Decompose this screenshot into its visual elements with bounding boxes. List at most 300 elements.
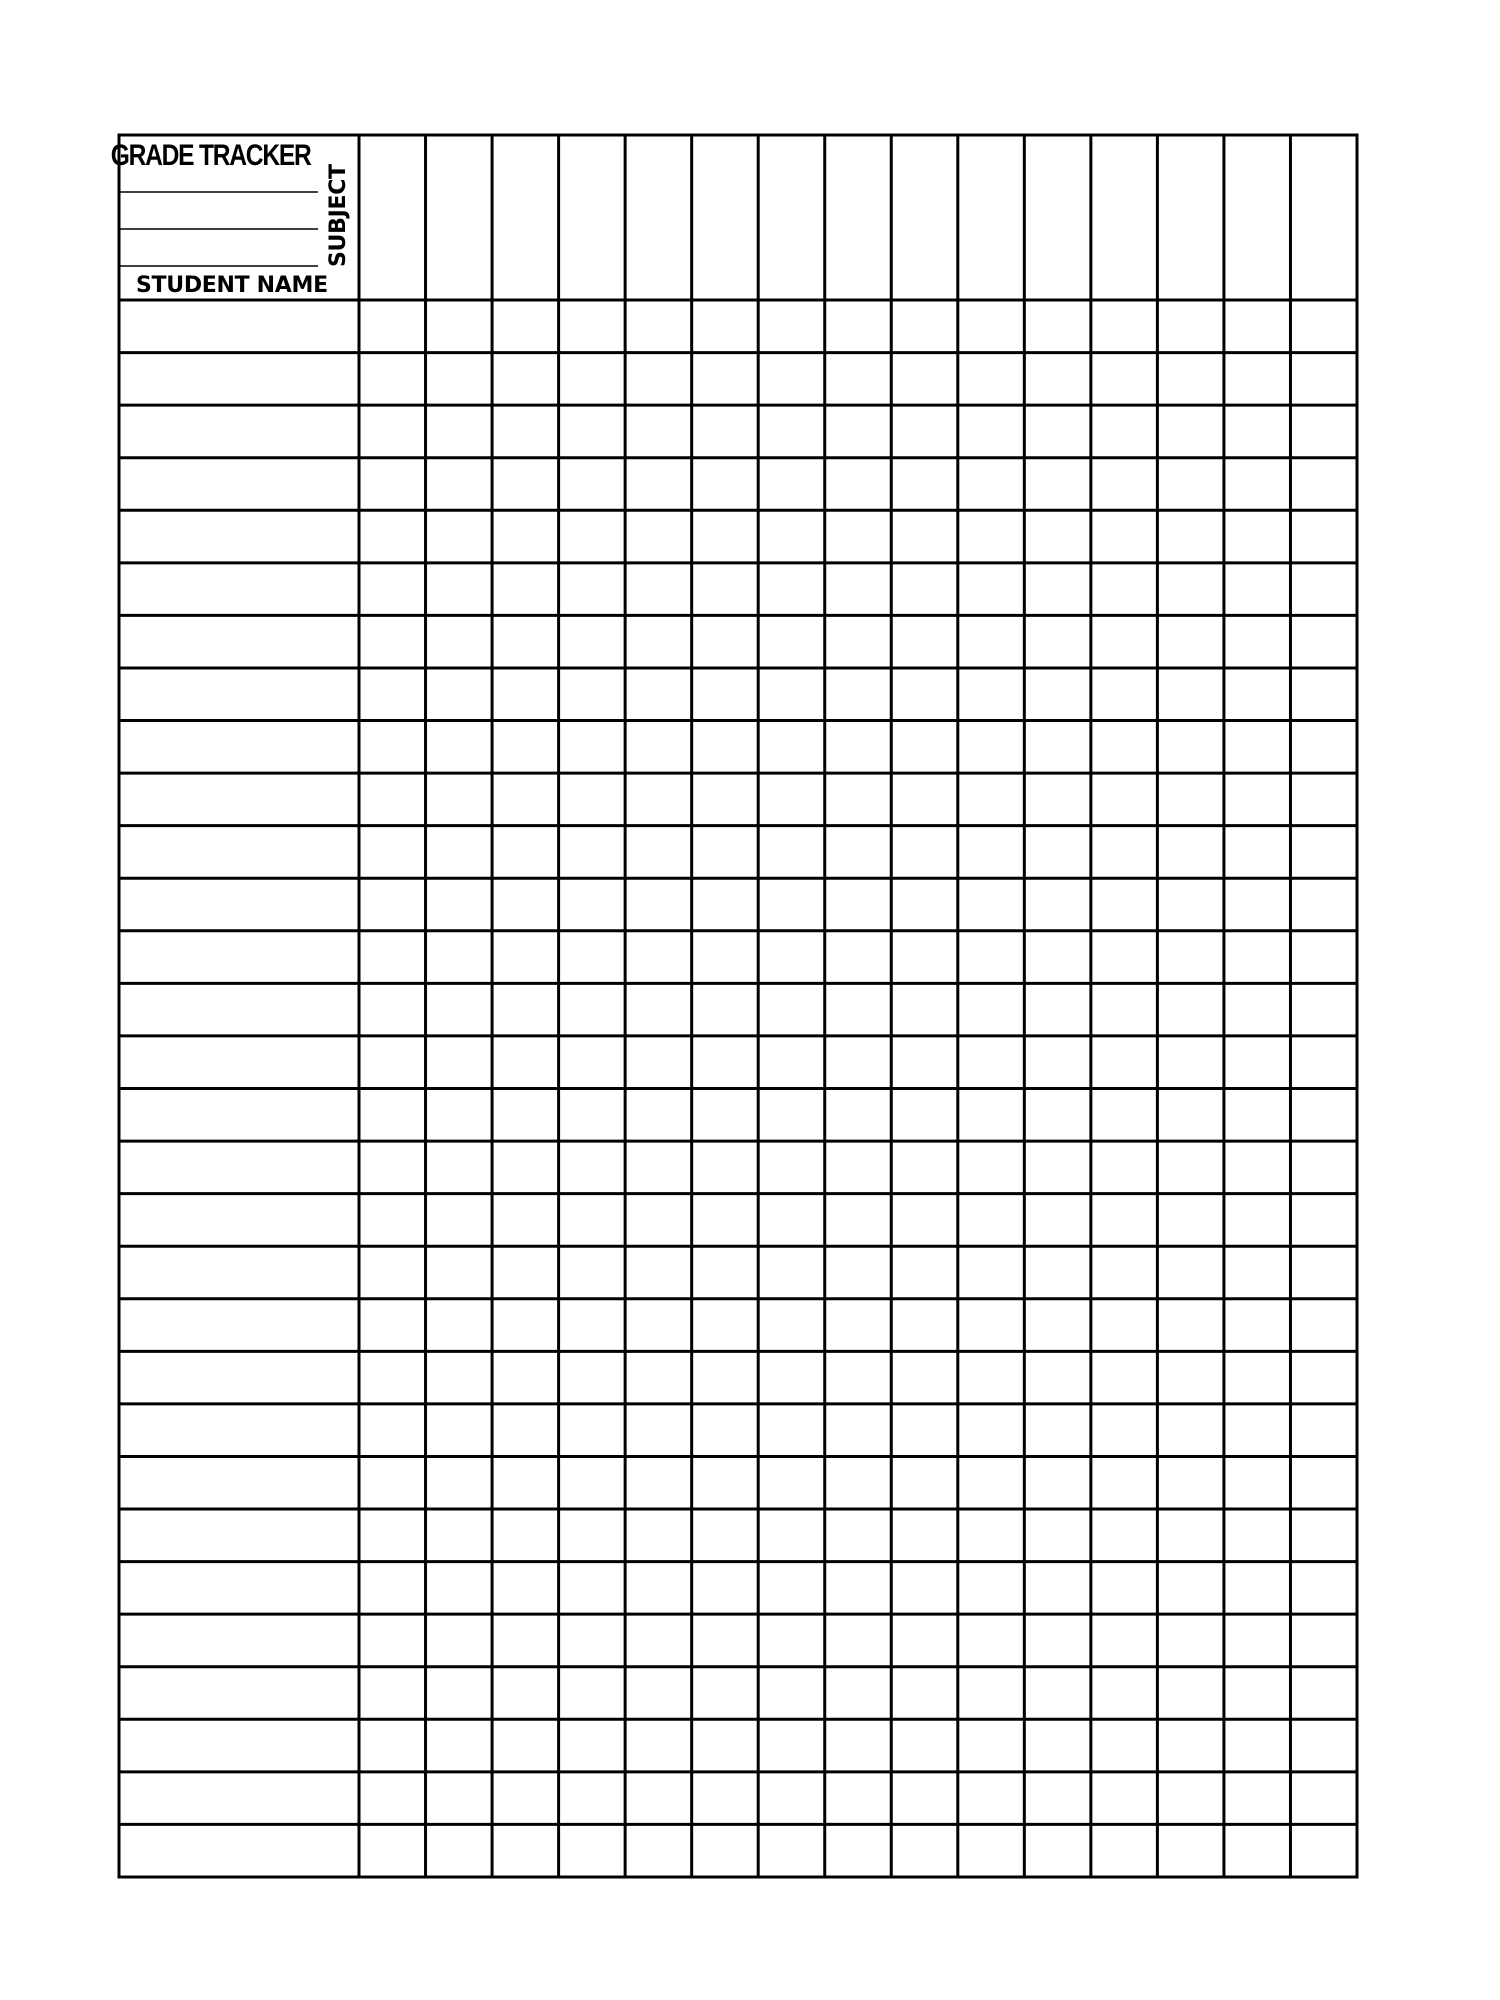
grade-cell[interactable] — [1292, 617, 1355, 666]
grade-cell[interactable] — [827, 1406, 890, 1455]
grade-cell[interactable] — [361, 723, 424, 772]
grade-cell[interactable] — [361, 1248, 424, 1297]
grade-cell[interactable] — [694, 1774, 757, 1823]
grade-cell[interactable] — [1226, 302, 1289, 351]
grade-cell[interactable] — [561, 512, 624, 561]
grade-cell[interactable] — [960, 670, 1023, 719]
grade-cell[interactable] — [827, 1143, 890, 1192]
grade-cell[interactable] — [1159, 1143, 1222, 1192]
grade-cell[interactable] — [627, 302, 690, 351]
grade-cell[interactable] — [361, 1826, 424, 1875]
grade-cell[interactable] — [893, 933, 956, 982]
grade-cell[interactable] — [561, 1301, 624, 1350]
grade-cell[interactable] — [1226, 1669, 1289, 1718]
grade-cell[interactable] — [1159, 1511, 1222, 1560]
grade-cell[interactable] — [760, 1143, 823, 1192]
grade-cell[interactable] — [1159, 460, 1222, 509]
grade-cell[interactable] — [627, 460, 690, 509]
grade-cell[interactable] — [1159, 1353, 1222, 1402]
grade-cell[interactable] — [361, 1406, 424, 1455]
grade-cell[interactable] — [1292, 775, 1355, 824]
grade-cell[interactable] — [694, 407, 757, 456]
grade-cell[interactable] — [1093, 1196, 1156, 1245]
grade-cell[interactable] — [1226, 933, 1289, 982]
grade-cell[interactable] — [627, 1669, 690, 1718]
grade-cell[interactable] — [893, 1564, 956, 1613]
grade-cell[interactable] — [627, 565, 690, 614]
grade-cell[interactable] — [1026, 1406, 1089, 1455]
grade-cell[interactable] — [627, 1406, 690, 1455]
grade-cell[interactable] — [960, 565, 1023, 614]
grade-cell[interactable] — [694, 1143, 757, 1192]
grade-cell[interactable] — [1226, 985, 1289, 1034]
subject-cell-5[interactable] — [627, 137, 690, 298]
grade-cell[interactable] — [561, 933, 624, 982]
grade-cell[interactable] — [1226, 723, 1289, 772]
grade-cell[interactable] — [893, 880, 956, 929]
grade-cell[interactable] — [827, 1721, 890, 1770]
grade-cell[interactable] — [494, 1301, 557, 1350]
student-name-cell[interactable] — [121, 1248, 357, 1297]
grade-cell[interactable] — [1093, 1406, 1156, 1455]
grade-cell[interactable] — [494, 617, 557, 666]
grade-cell[interactable] — [494, 1038, 557, 1087]
grade-cell[interactable] — [627, 775, 690, 824]
grade-cell[interactable] — [1226, 1301, 1289, 1350]
grade-cell[interactable] — [361, 1143, 424, 1192]
grade-cell[interactable] — [960, 1406, 1023, 1455]
grade-cell[interactable] — [1226, 512, 1289, 561]
grade-cell[interactable] — [1026, 1353, 1089, 1402]
grade-cell[interactable] — [494, 460, 557, 509]
grade-cell[interactable] — [361, 828, 424, 877]
grade-cell[interactable] — [1159, 1721, 1222, 1770]
grade-cell[interactable] — [1026, 1511, 1089, 1560]
grade-cell[interactable] — [1026, 407, 1089, 456]
grade-cell[interactable] — [494, 1774, 557, 1823]
grade-cell[interactable] — [1292, 933, 1355, 982]
grade-cell[interactable] — [428, 1248, 491, 1297]
student-name-cell[interactable] — [121, 407, 357, 456]
grade-cell[interactable] — [1093, 1143, 1156, 1192]
grade-cell[interactable] — [760, 460, 823, 509]
grade-cell[interactable] — [1093, 723, 1156, 772]
grade-cell[interactable] — [494, 1091, 557, 1140]
grade-cell[interactable] — [428, 1038, 491, 1087]
grade-cell[interactable] — [428, 1511, 491, 1560]
grade-cell[interactable] — [1292, 1143, 1355, 1192]
grade-cell[interactable] — [1093, 1669, 1156, 1718]
grade-cell[interactable] — [428, 565, 491, 614]
grade-cell[interactable] — [1159, 1564, 1222, 1613]
grade-cell[interactable] — [694, 355, 757, 404]
grade-cell[interactable] — [1159, 828, 1222, 877]
grade-cell[interactable] — [627, 1616, 690, 1665]
grade-cell[interactable] — [1026, 670, 1089, 719]
grade-cell[interactable] — [827, 1353, 890, 1402]
subject-cell-15[interactable] — [1292, 137, 1355, 298]
grade-cell[interactable] — [827, 1196, 890, 1245]
grade-cell[interactable] — [760, 1774, 823, 1823]
grade-cell[interactable] — [1026, 355, 1089, 404]
grade-cell[interactable] — [428, 1826, 491, 1875]
grade-cell[interactable] — [760, 933, 823, 982]
grade-cell[interactable] — [1292, 1826, 1355, 1875]
grade-cell[interactable] — [494, 933, 557, 982]
grade-cell[interactable] — [1159, 1196, 1222, 1245]
grade-cell[interactable] — [561, 1721, 624, 1770]
grade-cell[interactable] — [1026, 880, 1089, 929]
grade-cell[interactable] — [627, 985, 690, 1034]
student-name-cell[interactable] — [121, 1406, 357, 1455]
grade-cell[interactable] — [960, 512, 1023, 561]
grade-cell[interactable] — [760, 828, 823, 877]
grade-cell[interactable] — [361, 565, 424, 614]
grade-cell[interactable] — [893, 985, 956, 1034]
grade-cell[interactable] — [1292, 1091, 1355, 1140]
grade-cell[interactable] — [627, 1143, 690, 1192]
grade-cell[interactable] — [561, 1038, 624, 1087]
grade-cell[interactable] — [494, 1353, 557, 1402]
grade-cell[interactable] — [1292, 1248, 1355, 1297]
grade-cell[interactable] — [361, 670, 424, 719]
grade-cell[interactable] — [561, 617, 624, 666]
grade-cell[interactable] — [428, 880, 491, 929]
grade-cell[interactable] — [428, 1406, 491, 1455]
grade-cell[interactable] — [694, 617, 757, 666]
grade-cell[interactable] — [1093, 1826, 1156, 1875]
grade-cell[interactable] — [1159, 933, 1222, 982]
student-name-cell[interactable] — [121, 1301, 357, 1350]
grade-cell[interactable] — [893, 1669, 956, 1718]
subject-cell-7[interactable] — [760, 137, 823, 298]
grade-cell[interactable] — [893, 1196, 956, 1245]
grade-cell[interactable] — [760, 302, 823, 351]
grade-cell[interactable] — [561, 1143, 624, 1192]
grade-cell[interactable] — [694, 880, 757, 929]
grade-cell[interactable] — [893, 1616, 956, 1665]
grade-cell[interactable] — [1093, 1353, 1156, 1402]
grade-cell[interactable] — [561, 1826, 624, 1875]
grade-cell[interactable] — [760, 1564, 823, 1613]
grade-cell[interactable] — [1093, 880, 1156, 929]
grade-cell[interactable] — [1026, 1143, 1089, 1192]
grade-cell[interactable] — [1093, 565, 1156, 614]
grade-cell[interactable] — [760, 1406, 823, 1455]
subject-cell-12[interactable] — [1093, 137, 1156, 298]
grade-cell[interactable] — [960, 302, 1023, 351]
grade-cell[interactable] — [494, 723, 557, 772]
grade-cell[interactable] — [827, 1774, 890, 1823]
grade-cell[interactable] — [361, 1353, 424, 1402]
grade-cell[interactable] — [694, 1616, 757, 1665]
student-name-cell[interactable] — [121, 512, 357, 561]
grade-cell[interactable] — [1093, 1721, 1156, 1770]
grade-cell[interactable] — [1226, 1721, 1289, 1770]
grade-cell[interactable] — [827, 1511, 890, 1560]
grade-cell[interactable] — [760, 1511, 823, 1560]
grade-cell[interactable] — [893, 775, 956, 824]
grade-cell[interactable] — [428, 1458, 491, 1507]
grade-cell[interactable] — [694, 1564, 757, 1613]
grade-cell[interactable] — [494, 775, 557, 824]
grade-cell[interactable] — [1159, 1616, 1222, 1665]
grade-cell[interactable] — [428, 723, 491, 772]
grade-cell[interactable] — [1292, 565, 1355, 614]
subject-cell-9[interactable] — [893, 137, 956, 298]
grade-cell[interactable] — [627, 933, 690, 982]
grade-cell[interactable] — [361, 1564, 424, 1613]
grade-cell[interactable] — [1226, 1564, 1289, 1613]
grade-cell[interactable] — [893, 617, 956, 666]
student-name-cell[interactable] — [121, 1826, 357, 1875]
grade-cell[interactable] — [361, 985, 424, 1034]
grade-cell[interactable] — [760, 723, 823, 772]
grade-cell[interactable] — [960, 1091, 1023, 1140]
grade-cell[interactable] — [1292, 1301, 1355, 1350]
grade-cell[interactable] — [1159, 302, 1222, 351]
grade-cell[interactable] — [1292, 1406, 1355, 1455]
grade-cell[interactable] — [827, 933, 890, 982]
grade-cell[interactable] — [428, 670, 491, 719]
grade-cell[interactable] — [361, 1616, 424, 1665]
grade-cell[interactable] — [1026, 723, 1089, 772]
grade-cell[interactable] — [428, 460, 491, 509]
grade-cell[interactable] — [760, 880, 823, 929]
grade-cell[interactable] — [1159, 1669, 1222, 1718]
grade-cell[interactable] — [1093, 1248, 1156, 1297]
grade-cell[interactable] — [760, 617, 823, 666]
subject-cell-10[interactable] — [960, 137, 1023, 298]
grade-cell[interactable] — [893, 407, 956, 456]
grade-cell[interactable] — [627, 1564, 690, 1613]
grade-cell[interactable] — [494, 880, 557, 929]
student-name-cell[interactable] — [121, 1669, 357, 1718]
grade-cell[interactable] — [1159, 1774, 1222, 1823]
subject-cell-2[interactable] — [428, 137, 491, 298]
grade-cell[interactable] — [760, 565, 823, 614]
grade-cell[interactable] — [1093, 1091, 1156, 1140]
grade-cell[interactable] — [428, 1721, 491, 1770]
grade-cell[interactable] — [1226, 1826, 1289, 1875]
grade-cell[interactable] — [428, 355, 491, 404]
student-name-cell[interactable] — [121, 1196, 357, 1245]
grade-cell[interactable] — [1026, 1038, 1089, 1087]
grade-cell[interactable] — [561, 1353, 624, 1402]
grade-cell[interactable] — [1159, 1406, 1222, 1455]
subject-cell-3[interactable] — [494, 137, 557, 298]
grade-cell[interactable] — [627, 670, 690, 719]
grade-cell[interactable] — [428, 617, 491, 666]
grade-cell[interactable] — [1026, 1564, 1089, 1613]
grade-cell[interactable] — [694, 1301, 757, 1350]
grade-cell[interactable] — [893, 512, 956, 561]
grade-cell[interactable] — [1226, 1458, 1289, 1507]
grade-cell[interactable] — [960, 1248, 1023, 1297]
grade-cell[interactable] — [627, 355, 690, 404]
grade-cell[interactable] — [494, 985, 557, 1034]
grade-cell[interactable] — [960, 880, 1023, 929]
grade-cell[interactable] — [827, 1564, 890, 1613]
grade-cell[interactable] — [694, 828, 757, 877]
grade-cell[interactable] — [1292, 828, 1355, 877]
grade-cell[interactable] — [694, 1248, 757, 1297]
grade-cell[interactable] — [1093, 828, 1156, 877]
grade-cell[interactable] — [494, 1511, 557, 1560]
student-name-cell[interactable] — [121, 1038, 357, 1087]
grade-cell[interactable] — [1093, 460, 1156, 509]
grade-cell[interactable] — [694, 1196, 757, 1245]
grade-cell[interactable] — [1226, 1248, 1289, 1297]
grade-cell[interactable] — [1292, 355, 1355, 404]
grade-cell[interactable] — [1026, 460, 1089, 509]
grade-cell[interactable] — [1292, 723, 1355, 772]
grade-cell[interactable] — [760, 1826, 823, 1875]
grade-cell[interactable] — [827, 1458, 890, 1507]
grade-cell[interactable] — [494, 565, 557, 614]
grade-cell[interactable] — [827, 565, 890, 614]
grade-cell[interactable] — [893, 565, 956, 614]
grade-cell[interactable] — [694, 1406, 757, 1455]
grade-cell[interactable] — [361, 1721, 424, 1770]
grade-cell[interactable] — [361, 1774, 424, 1823]
grade-cell[interactable] — [561, 1091, 624, 1140]
grade-cell[interactable] — [694, 460, 757, 509]
grade-cell[interactable] — [960, 1301, 1023, 1350]
grade-cell[interactable] — [1292, 1774, 1355, 1823]
grade-cell[interactable] — [1292, 1511, 1355, 1560]
grade-cell[interactable] — [561, 723, 624, 772]
grade-cell[interactable] — [561, 985, 624, 1034]
grade-cell[interactable] — [694, 1091, 757, 1140]
grade-cell[interactable] — [694, 1826, 757, 1875]
grade-cell[interactable] — [1292, 985, 1355, 1034]
subject-cell-8[interactable] — [827, 137, 890, 298]
student-name-cell[interactable] — [121, 985, 357, 1034]
grade-cell[interactable] — [960, 985, 1023, 1034]
grade-cell[interactable] — [627, 880, 690, 929]
grade-cell[interactable] — [827, 828, 890, 877]
grade-cell[interactable] — [1226, 1353, 1289, 1402]
subject-cell-11[interactable] — [1026, 137, 1089, 298]
grade-cell[interactable] — [1026, 1774, 1089, 1823]
student-name-cell[interactable] — [121, 355, 357, 404]
grade-cell[interactable] — [1159, 775, 1222, 824]
grade-cell[interactable] — [960, 1669, 1023, 1718]
grade-cell[interactable] — [1159, 617, 1222, 666]
grade-cell[interactable] — [1026, 933, 1089, 982]
grade-cell[interactable] — [827, 1091, 890, 1140]
grade-cell[interactable] — [1159, 407, 1222, 456]
grade-cell[interactable] — [1093, 1616, 1156, 1665]
grade-cell[interactable] — [494, 1196, 557, 1245]
grade-cell[interactable] — [893, 1458, 956, 1507]
grade-cell[interactable] — [1026, 617, 1089, 666]
grade-cell[interactable] — [1226, 1091, 1289, 1140]
grade-cell[interactable] — [827, 1248, 890, 1297]
grade-cell[interactable] — [694, 933, 757, 982]
grade-cell[interactable] — [1226, 1511, 1289, 1560]
grade-cell[interactable] — [561, 1669, 624, 1718]
grade-cell[interactable] — [694, 775, 757, 824]
grade-cell[interactable] — [1292, 1721, 1355, 1770]
grade-cell[interactable] — [760, 1616, 823, 1665]
grade-cell[interactable] — [428, 933, 491, 982]
grade-cell[interactable] — [1226, 1143, 1289, 1192]
grade-cell[interactable] — [561, 1564, 624, 1613]
grade-cell[interactable] — [494, 1826, 557, 1875]
student-name-cell[interactable] — [121, 1091, 357, 1140]
grade-cell[interactable] — [627, 1301, 690, 1350]
grade-cell[interactable] — [1226, 1038, 1289, 1087]
grade-cell[interactable] — [1026, 1721, 1089, 1770]
grade-cell[interactable] — [428, 407, 491, 456]
student-name-cell[interactable] — [121, 1616, 357, 1665]
grade-cell[interactable] — [361, 617, 424, 666]
grade-cell[interactable] — [1292, 512, 1355, 561]
grade-cell[interactable] — [1226, 1196, 1289, 1245]
grade-cell[interactable] — [361, 775, 424, 824]
grade-cell[interactable] — [893, 1143, 956, 1192]
grade-cell[interactable] — [627, 1826, 690, 1875]
grade-cell[interactable] — [494, 1143, 557, 1192]
grade-cell[interactable] — [960, 1196, 1023, 1245]
grade-cell[interactable] — [893, 355, 956, 404]
grade-cell[interactable] — [1226, 880, 1289, 929]
grade-cell[interactable] — [1026, 1616, 1089, 1665]
grade-cell[interactable] — [1159, 985, 1222, 1034]
grade-cell[interactable] — [361, 460, 424, 509]
grade-cell[interactable] — [428, 512, 491, 561]
grade-cell[interactable] — [361, 1301, 424, 1350]
grade-cell[interactable] — [893, 460, 956, 509]
grade-cell[interactable] — [827, 1038, 890, 1087]
grade-cell[interactable] — [893, 1511, 956, 1560]
grade-cell[interactable] — [494, 1248, 557, 1297]
grade-cell[interactable] — [361, 512, 424, 561]
grade-cell[interactable] — [960, 1038, 1023, 1087]
grade-cell[interactable] — [1159, 880, 1222, 929]
grade-cell[interactable] — [1093, 1301, 1156, 1350]
grade-cell[interactable] — [1159, 1826, 1222, 1875]
grade-cell[interactable] — [694, 512, 757, 561]
grade-cell[interactable] — [827, 1301, 890, 1350]
grade-cell[interactable] — [361, 1196, 424, 1245]
grade-cell[interactable] — [1026, 985, 1089, 1034]
grade-cell[interactable] — [627, 1511, 690, 1560]
grade-cell[interactable] — [1026, 1196, 1089, 1245]
grade-cell[interactable] — [960, 1564, 1023, 1613]
student-name-cell[interactable] — [121, 828, 357, 877]
grade-cell[interactable] — [760, 775, 823, 824]
student-name-cell[interactable] — [121, 723, 357, 772]
grade-cell[interactable] — [1093, 670, 1156, 719]
grade-cell[interactable] — [1159, 1248, 1222, 1297]
grade-cell[interactable] — [561, 1406, 624, 1455]
grade-cell[interactable] — [627, 1038, 690, 1087]
grade-cell[interactable] — [627, 512, 690, 561]
student-name-cell[interactable] — [121, 1511, 357, 1560]
grade-cell[interactable] — [627, 407, 690, 456]
grade-cell[interactable] — [1226, 1406, 1289, 1455]
grade-cell[interactable] — [760, 1458, 823, 1507]
grade-cell[interactable] — [627, 828, 690, 877]
grade-cell[interactable] — [1026, 1091, 1089, 1140]
student-name-cell[interactable] — [121, 670, 357, 719]
grade-cell[interactable] — [960, 1774, 1023, 1823]
grade-cell[interactable] — [1026, 1248, 1089, 1297]
grade-cell[interactable] — [1159, 723, 1222, 772]
